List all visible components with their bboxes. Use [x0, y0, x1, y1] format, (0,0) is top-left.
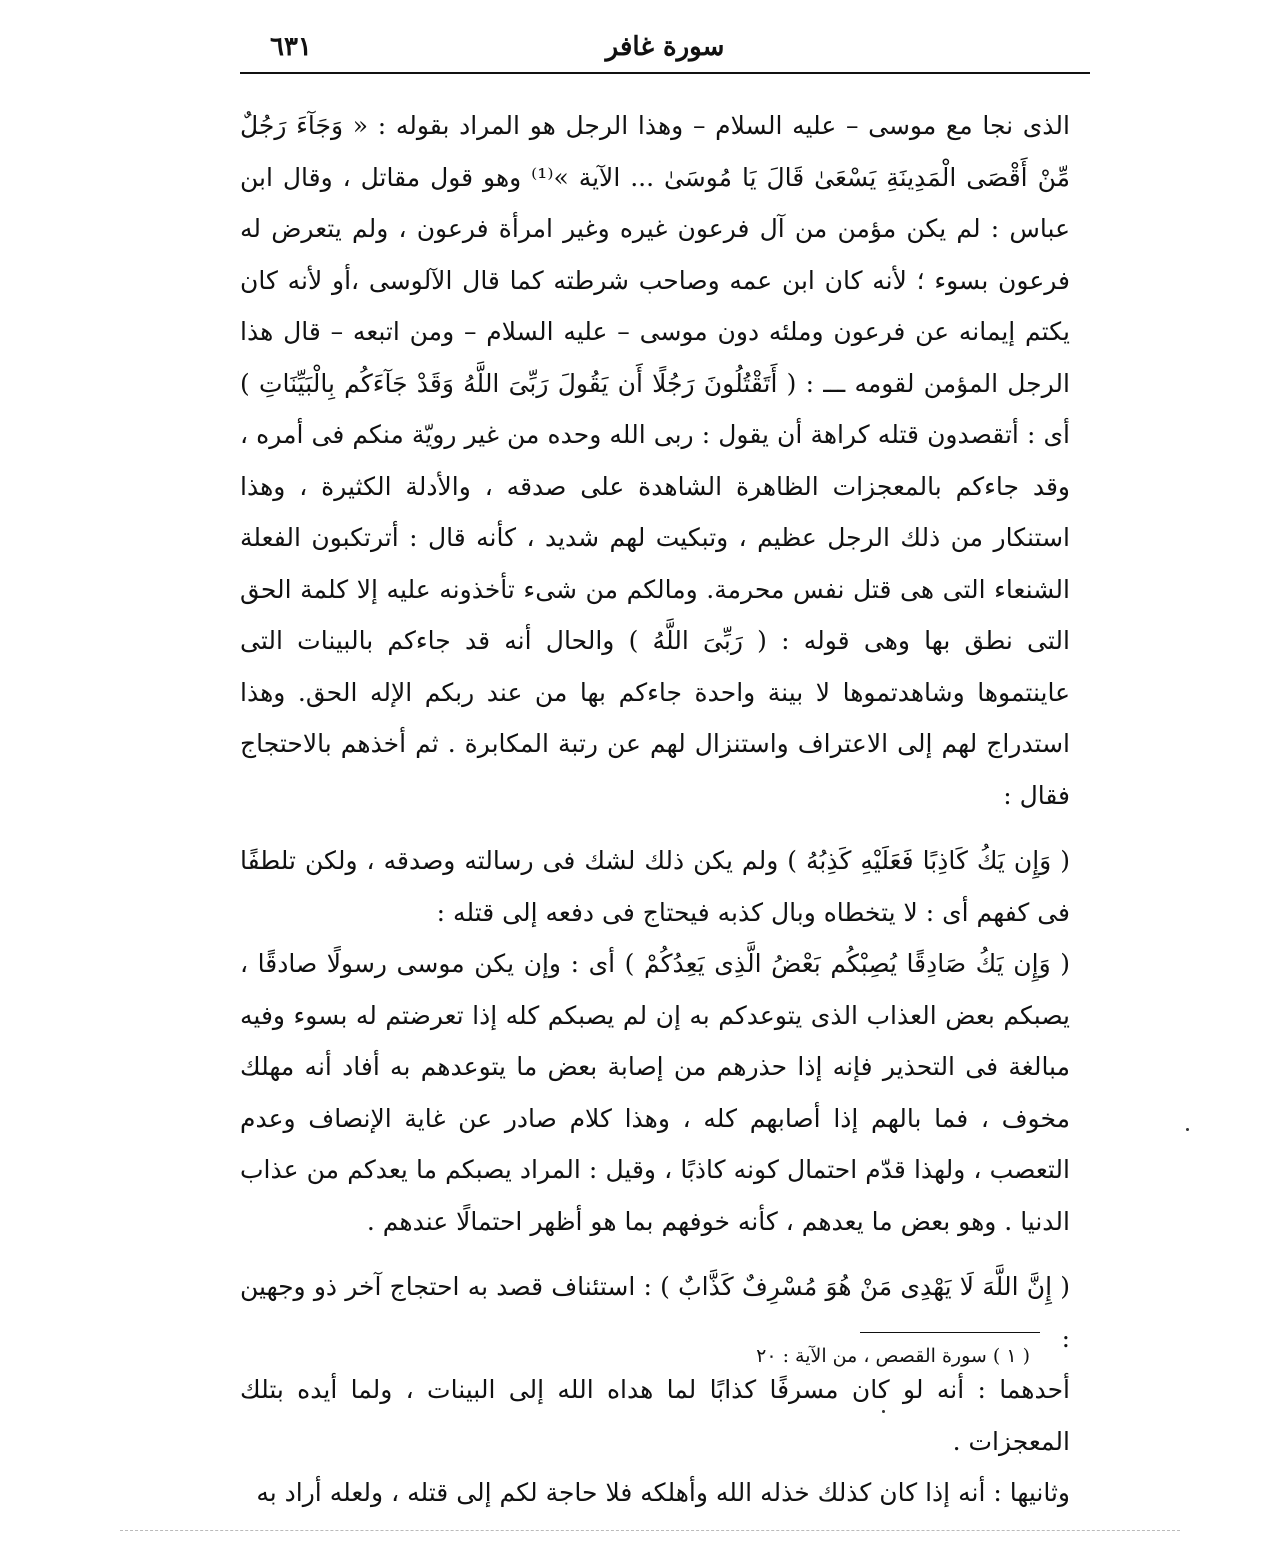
- scan-speck: [882, 1410, 885, 1413]
- paragraph-6: وثانيها : أنه إذا كان كذلك خذله الله وأهلكه فلا حاجة لكم إلى قتله ، ولعله أراد به: [256, 1478, 1070, 1507]
- scan-speck: [1186, 1128, 1189, 1131]
- page-number: ٦٣١: [270, 32, 312, 62]
- tafsir-body: [240, 100, 1070, 1519]
- header-rule: [240, 72, 1090, 74]
- paragraph-3: ( وَإِن يَكُ صَادِقًا يُصِبْكُم بَعْضُ الَّذِى يَعِدُكُمْ ) أى : وإن يكن موسى رسولًا صادقًا ، يصبكم بعض العذاب الذى يتوعدكم به إن لم يصبكم كله إذا تعرضتم له بسوء وفيه مبالغة فى التحذير فإنه إذا حذرهم من إصابة بعض ما يتوعدهم به أفاد أنه مهلك مخوف ، فما بالهم إذا أصابهم كله ، وهذا كلام صادر عن غاية الإنصاف وعدم التعصب ، ولهذا قدّم احتمال كونه كاذبًا ، وقيل : المراد يصبكم ما يعدكم من عذاب الدنيا . وهو بعض ما يعدهم ، كأنه خوفهم بما هو أظهر احتمالًا عندهم .: [240, 949, 1070, 1236]
- scan-edge-line: [120, 1530, 1180, 1531]
- page-header: [240, 30, 1090, 70]
- paragraph-4: ( إِنَّ اللَّهَ لَا يَهْدِى مَنْ هُوَ مُسْرِفٌ كَذَّابٌ ) : استئناف قصد به احتجاج آخر ذو وجهين :: [240, 1272, 1070, 1353]
- paragraph-2: ( وَإِن يَكُ كَاذِبًا فَعَلَيْهِ كَذِبُهُ ) ولم يكن ذلك لشك فى رسالته وصدقه ، ولكن تلطفًا فى كفهم أى : لا يتخطاه وبال كذبه فيحتاج فى دفعه إلى قتله :: [240, 846, 1070, 927]
- paragraph-1: الذى نجا مع موسى – عليه السلام – وهذا الرجل هو المراد بقوله : « وَجَآءَ رَجُلٌ مِّنْ أَقْصَى الْمَدِينَةِ يَسْعَىٰ قَالَ يَا مُوسَىٰ ... الآية »⁽¹⁾ وهو قول مقاتل ، وقال ابن عباس : لم يكن مؤمن من آل فرعون غيره وغير امرأة فرعون ، ولم يتعرض له فرعون بسوء ؛ لأنه كان ابن عمه وصاحب شرطته كما قال الآلوسى ،أو لأنه كان يكتم إيمانه عن فرعون وملئه دون موسى – عليه السلام – ومن اتبعه – قال هذا الرجل المؤمن لقومه ـــ : ( أَتَقْتُلُونَ رَجُلًا أَن يَقُولَ رَبِّىَ اللَّهُ وَقَدْ جَآءَكُم بِالْبَيِّنَاتِ ) أى : أتقصدون قتله كراهة أن يقول : ربى الله وحده من غير رويّة منكم فى أمره ، وقد جاءكم بالمعجزات الظاهرة الشاهدة على صدقه ، والأدلة الكثيرة ، وهذا استنكار من ذلك الرجل عظيم ، وتبكيت لهم شديد ، كأنه قال : أترتكبون الفعلة الشنعاء التى هى قتل نفس محرمة. ومالكم من شىء تأخذونه عليه إلا كلمة الحق التى نطق بها وهى قوله : ( رَبِّىَ اللَّهُ ) والحال أنه قد جاءكم بالبينات التى عاينتموها وشاهدتموها لا بينة واحدة جاءكم بها من عند ربكم الإله الحق. وهذا استدراج لهم إلى الاعتراف واستنزال لهم عن رتبة المكابرة . ثم أخذهم بالاحتجاج فقال :: [240, 111, 1070, 810]
- footnote-rule: [860, 1332, 1040, 1333]
- paragraph-5: أحدهما : أنه لو كان مسرفًا كذابًا لما هداه الله إلى البينات ، ولما أيده بتلك المعجزات .: [240, 1375, 1070, 1456]
- surah-title: سورة غافر: [605, 32, 725, 62]
- footnote: ( ١ ) سورة القصص ، من الآية : ٢٠: [756, 1345, 1030, 1367]
